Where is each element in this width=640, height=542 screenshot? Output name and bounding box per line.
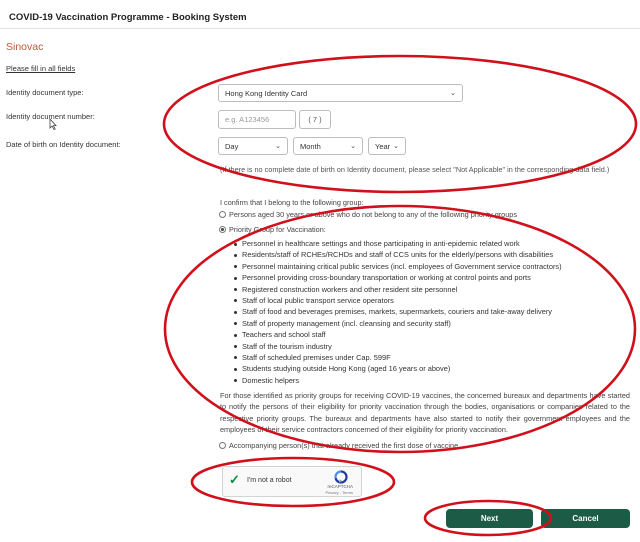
group-confirm-text: I confirm that I belong to the following group: xyxy=(220,198,364,207)
doc-number-placeholder: e.g. A123456 xyxy=(225,115,270,124)
dob-month-value: Month xyxy=(300,141,321,151)
radio-general-group[interactable] xyxy=(219,210,517,219)
list-item: Students studying outside Hong Kong (aged 16 years or above) xyxy=(232,363,632,374)
dob-day-select[interactable] xyxy=(218,137,288,155)
radio-priority-group[interactable] xyxy=(219,225,326,234)
page-title: COVID-19 Vaccination Programme - Booking System xyxy=(9,12,247,23)
chevron-down-icon: ⌄ xyxy=(275,143,281,150)
chevron-down-icon: ⌄ xyxy=(450,90,456,97)
doc-type-value: Hong Kong Identity Card xyxy=(225,88,308,98)
radio-button-selected[interactable] xyxy=(219,226,226,233)
vaccine-name: Sinovac xyxy=(6,41,44,53)
radio-priority-label: Priority Group for Vaccination: xyxy=(229,225,326,234)
recaptcha-links[interactable]: Privacy - Terms xyxy=(325,490,353,495)
list-item: Staff of local public transport service operators xyxy=(232,295,632,306)
recaptcha-brand: reCAPTCHA xyxy=(327,484,353,489)
checkmark-icon[interactable]: ✓ xyxy=(229,472,240,487)
header-divider xyxy=(0,28,640,29)
recaptcha-widget[interactable] xyxy=(222,466,362,497)
chevron-down-icon: ⌄ xyxy=(350,143,356,150)
dob-day-value: Day xyxy=(225,141,239,151)
radio-general-label: Persons aged 30 years or above who do not belong to any of the following priority groups xyxy=(229,210,518,219)
dob-year-select[interactable] xyxy=(368,137,406,155)
check-digit-input[interactable] xyxy=(299,110,331,129)
list-item: Domestic helpers xyxy=(232,375,632,386)
dob-year-value: Year xyxy=(375,141,391,151)
list-item: Staff of scheduled premises under Cap. 599F xyxy=(232,352,632,363)
list-item: Teachers and school staff xyxy=(232,329,632,340)
list-item: Residents/staff of RCHEs/RCHDs and staff of CCS units for the elderly/persons with disabilities xyxy=(232,249,632,260)
recaptcha-label: I'm not a robot xyxy=(247,477,292,484)
list-item: Personnel maintaining critical public services (incl. employees of Government service contractors) xyxy=(232,261,632,272)
list-item: Registered construction workers and other resident site personnel xyxy=(232,284,632,295)
radio-button[interactable] xyxy=(219,442,226,449)
radio-accompanying-label: Accompanying person(s) that already received the first dose of vaccine xyxy=(229,441,459,450)
doc-type-select[interactable] xyxy=(218,84,463,102)
doc-type-label: Identity document type: xyxy=(6,88,84,97)
list-item: Personnel providing cross-boundary transportation or working at control points and ports xyxy=(232,272,632,283)
chevron-down-icon: ⌄ xyxy=(393,143,399,150)
dob-note: (If there is no complete date of birth on Identity document, please select "Not Applicable" in the corresponding data field.) xyxy=(220,165,610,174)
radio-accompanying-group[interactable] xyxy=(219,441,458,450)
mouse-cursor-icon xyxy=(49,119,57,130)
list-item: Staff of food and beverages premises, markets, supermarkets, couriers and take-away delivery xyxy=(232,306,632,317)
list-item: Staff of property management (incl. cleansing and security staff) xyxy=(232,318,632,329)
priority-group-list xyxy=(232,238,632,386)
fill-all-fields-link[interactable]: Please fill in all fields xyxy=(6,64,76,73)
cancel-button[interactable]: Cancel xyxy=(541,509,630,528)
next-button[interactable]: Next xyxy=(446,509,533,528)
list-item: Personnel in healthcare settings and those participating in anti-epidemic related work xyxy=(232,238,632,249)
list-item: Staff of the tourism industry xyxy=(232,341,632,352)
priority-notice-paragraph: For those identified as priority groups for receiving COVID-19 vaccines, the concerned bureaux and departments have started to notify the persons of their eligibility for priority vaccination through the bodies, organisations or companies related to the respective priority groups. The bureaux and departments have also started to notify their government employees and the employees of their service contractors concerned of their eligibility for priority vaccination. xyxy=(220,391,630,435)
doc-number-label: Identity document number: xyxy=(6,112,95,121)
dob-label: Date of birth on Identity document: xyxy=(6,140,121,149)
check-digit-placeholder: ( 7 ) xyxy=(308,115,322,124)
radio-button[interactable] xyxy=(219,211,226,218)
dob-month-select[interactable] xyxy=(293,137,363,155)
recaptcha-logo-icon xyxy=(333,470,349,484)
doc-number-input[interactable] xyxy=(218,110,296,129)
